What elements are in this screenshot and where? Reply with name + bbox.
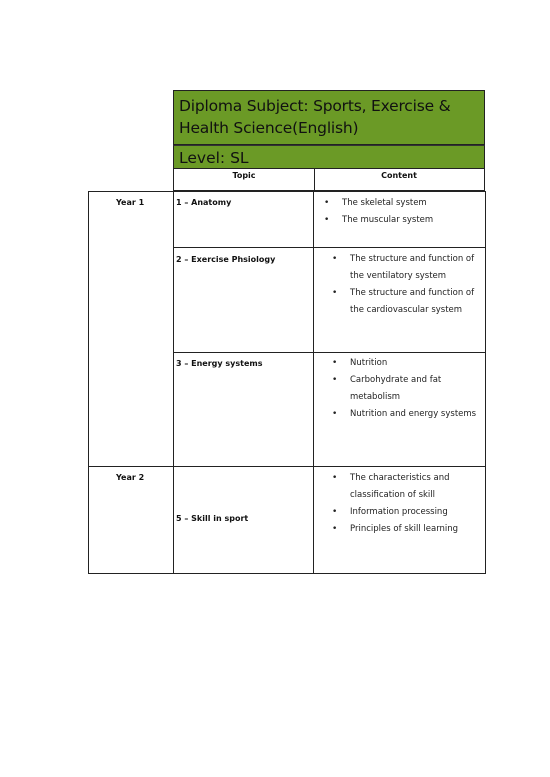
list-item: • Information processing (324, 504, 484, 521)
bullet-icon: • (332, 473, 338, 483)
topic-skill-in-sport: 5 – Skill in sport (176, 514, 249, 523)
year-1-block (88, 191, 486, 467)
list-item: • Principles of skill learning (324, 521, 484, 538)
list-item: • Carbohydrate and fat metabolism (324, 372, 484, 406)
list-item: • The skeletal system (316, 195, 481, 212)
topic-anatomy: 1 – Anatomy (176, 198, 232, 207)
divider-topic-content-1 (313, 191, 314, 467)
list-item: • Nutrition and energy systems (324, 406, 484, 423)
bullet-icon: • (332, 254, 338, 264)
list-item: • The structure and function of the cardiovascular system (324, 285, 484, 319)
level-label: Level: SL (173, 145, 485, 169)
bullet-icon: • (332, 358, 338, 368)
row-divider-1 (173, 247, 485, 248)
list-item: • Nutrition (324, 355, 484, 372)
bullet-icon: • (332, 507, 338, 517)
bullet-icon: • (332, 288, 338, 298)
subject-title: Diploma Subject: Sports, Exercise & Health Science(English) (179, 97, 451, 137)
divider-year-topic-1 (173, 191, 174, 467)
bullet-icon: • (324, 198, 330, 208)
divider-topic-content-2 (313, 466, 314, 574)
list-item: • The characteristics and classification of skill (324, 470, 484, 504)
content-list-exercise-physiology (324, 251, 484, 319)
bullet-icon: • (332, 375, 338, 385)
bullet-icon: • (332, 524, 338, 534)
content-list-skill-in-sport (324, 470, 484, 538)
table-header-row (173, 169, 485, 191)
subject-title-box (173, 90, 485, 145)
topic-energy-systems: 3 – Energy systems (176, 359, 263, 368)
list-item: • The muscular system (316, 212, 481, 229)
divider-year-topic-2 (173, 466, 174, 574)
topic-exercise-physiology: 2 – Exercise Phsiology (176, 255, 276, 264)
content-list-energy-systems (324, 355, 484, 423)
column-header-content: Content (381, 171, 417, 180)
year-2-label: Year 2 (116, 473, 145, 482)
content-list-anatomy (316, 195, 481, 229)
bullet-icon: • (324, 215, 330, 225)
list-item: • The structure and function of the ventilatory system (324, 251, 484, 285)
year-1-label: Year 1 (116, 198, 145, 207)
row-divider-2 (173, 352, 485, 353)
column-header-topic: Topic (174, 169, 315, 190)
bullet-icon: • (332, 409, 338, 419)
